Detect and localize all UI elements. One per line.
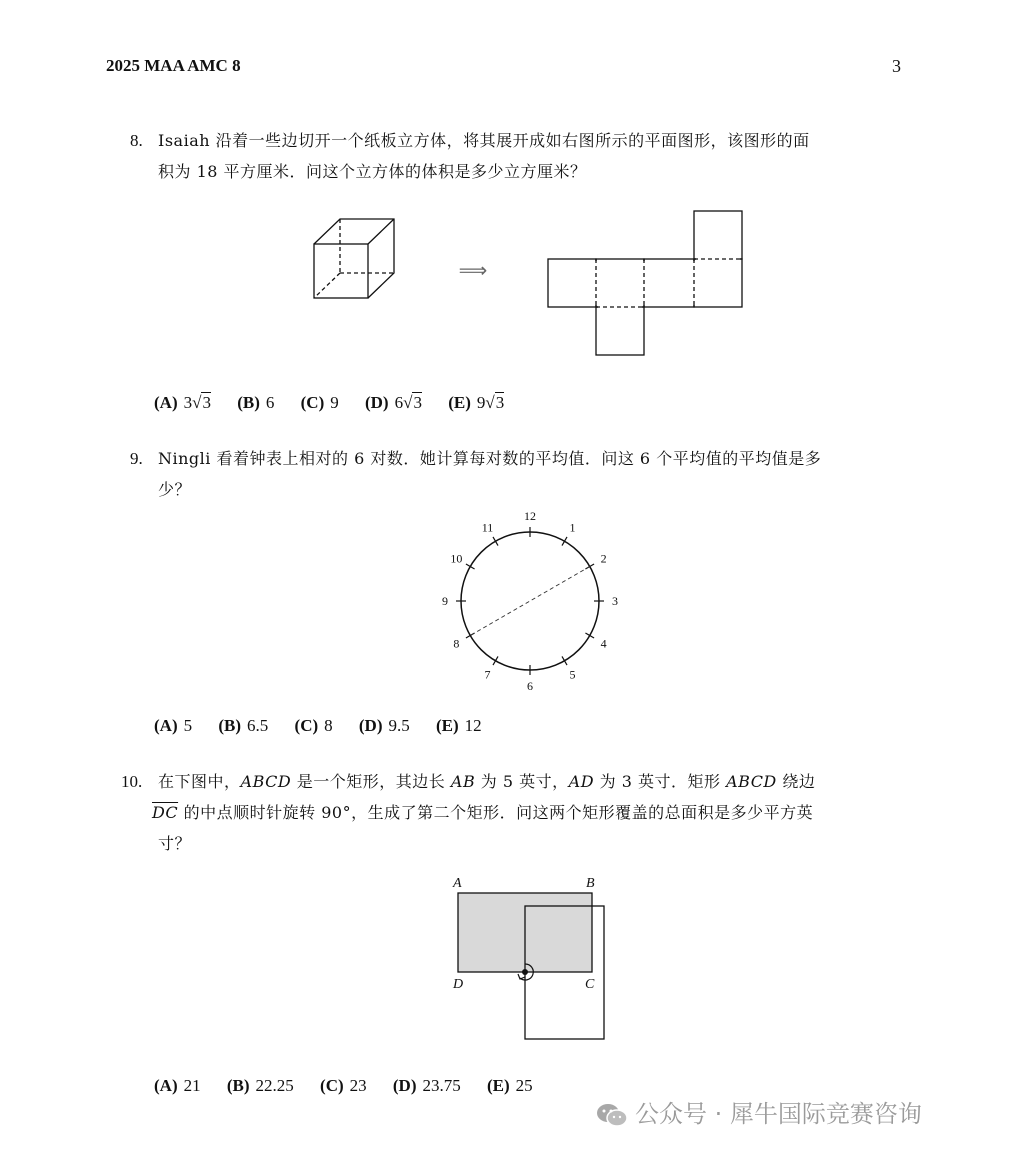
clock-dashed-diameter: [470, 567, 590, 636]
q8-choice-e[interactable]: (E) 9√3: [448, 393, 505, 412]
rotation-center-point: [522, 969, 528, 975]
q9-choice-d[interactable]: (D) 9.5: [358, 716, 410, 735]
clock-tick-4: [585, 633, 594, 638]
header-title: 2025 MAA AMC 8: [106, 56, 241, 75]
clock-label-4: 4: [600, 636, 607, 651]
q8-choice-a[interactable]: (A) 3√3: [154, 393, 211, 412]
q9-choice-c[interactable]: (C) 8: [294, 716, 333, 735]
q10-number: 10.: [121, 772, 143, 791]
clock-tick-1: [562, 537, 567, 546]
q8-figure: [300, 200, 760, 370]
q10-text-line2: $\overline{DC}$ 的中点顺时针旋转 90°，生成了第二个矩形．问这两个矩形覆盖的总面积是多少平方英: [152, 803, 814, 822]
clock-label-12: 12: [524, 510, 536, 523]
clock-label-2: 2: [600, 551, 607, 566]
clock-tick-7: [493, 656, 498, 665]
implies-arrow: ⟹: [458, 260, 488, 282]
q10-text-line1: 在下图中，ABCD 是一个矩形，其边长 AB 为 5 英寸，AD 为 3 英寸．矩形 ABCD 绕边: [158, 772, 816, 791]
label-a: A: [453, 876, 462, 891]
clock-label-11: 11: [481, 520, 494, 535]
q8-text-line2: 积为 18 平方厘米．问这个立方体的体积是多少立方厘米？: [158, 162, 587, 181]
clock-label-7: 7: [484, 667, 491, 682]
q8-choice-b[interactable]: (B) 6: [237, 393, 275, 412]
clock-label-9: 9: [442, 594, 448, 608]
page-number: 3: [892, 56, 901, 76]
cube-drawing: [314, 219, 394, 298]
label-b: B: [586, 876, 595, 891]
q8-answer-choices: [154, 393, 526, 413]
clock-tick-5: [562, 656, 567, 665]
label-d: D: [453, 977, 464, 992]
q10-text-line3: 寸？: [158, 834, 192, 853]
q10-answer-choices: [154, 1076, 555, 1096]
clock-label-10: 10: [450, 551, 463, 566]
wechat-icon: [595, 1101, 629, 1129]
q10-choice-c[interactable]: (C) 23: [320, 1076, 367, 1095]
q9-number: 9.: [130, 449, 143, 468]
q9-choice-a[interactable]: (A) 5: [154, 716, 193, 735]
q10-choice-d[interactable]: (D) 23.75: [392, 1076, 461, 1095]
clock-tick-11: [493, 537, 498, 546]
clock-label-6: 6: [527, 679, 533, 693]
q9-choice-b[interactable]: (B) 6.5: [218, 716, 269, 735]
q8-number: 8.: [130, 131, 143, 150]
clock-tick-10: [466, 564, 475, 569]
clock-label-3: 3: [612, 594, 618, 608]
q8-choice-d[interactable]: (D) 6√3: [364, 393, 422, 412]
q8-text-line1: Isaiah 沿着一些边切开一个纸板立方体，将其展开成如右图所示的平面图形，该图形的面: [158, 131, 810, 150]
clock-label-8: 8: [453, 636, 460, 651]
watermark: [595, 1094, 922, 1129]
clock-label-5: 5: [569, 667, 576, 682]
q9-choice-e[interactable]: (E) 12: [436, 716, 482, 735]
watermark-text: 公众号 · 犀牛国际竞赛咨询: [635, 1100, 922, 1128]
q10-choice-a[interactable]: (A) 21: [154, 1076, 201, 1095]
clock-label-1: 1: [569, 520, 576, 535]
q8-choice-c[interactable]: (C) 9: [300, 393, 339, 412]
q9-text-line2: 少？: [158, 480, 192, 499]
q10-choice-b[interactable]: (B) 22.25: [226, 1076, 294, 1095]
q9-text-line1: Ningli 看着钟表上相对的 6 对数．她计算每对数的平均值．问这 6 个平均值的平均值是多: [158, 449, 822, 468]
q9-answer-choices: [154, 716, 504, 736]
cube-net-drawing: [548, 211, 742, 355]
rectangles-figure: [440, 870, 620, 1050]
q10-choice-e[interactable]: (E) 25: [487, 1076, 533, 1095]
clock-face: [461, 532, 599, 670]
clock-figure: [430, 510, 630, 695]
label-c: C: [585, 977, 595, 992]
